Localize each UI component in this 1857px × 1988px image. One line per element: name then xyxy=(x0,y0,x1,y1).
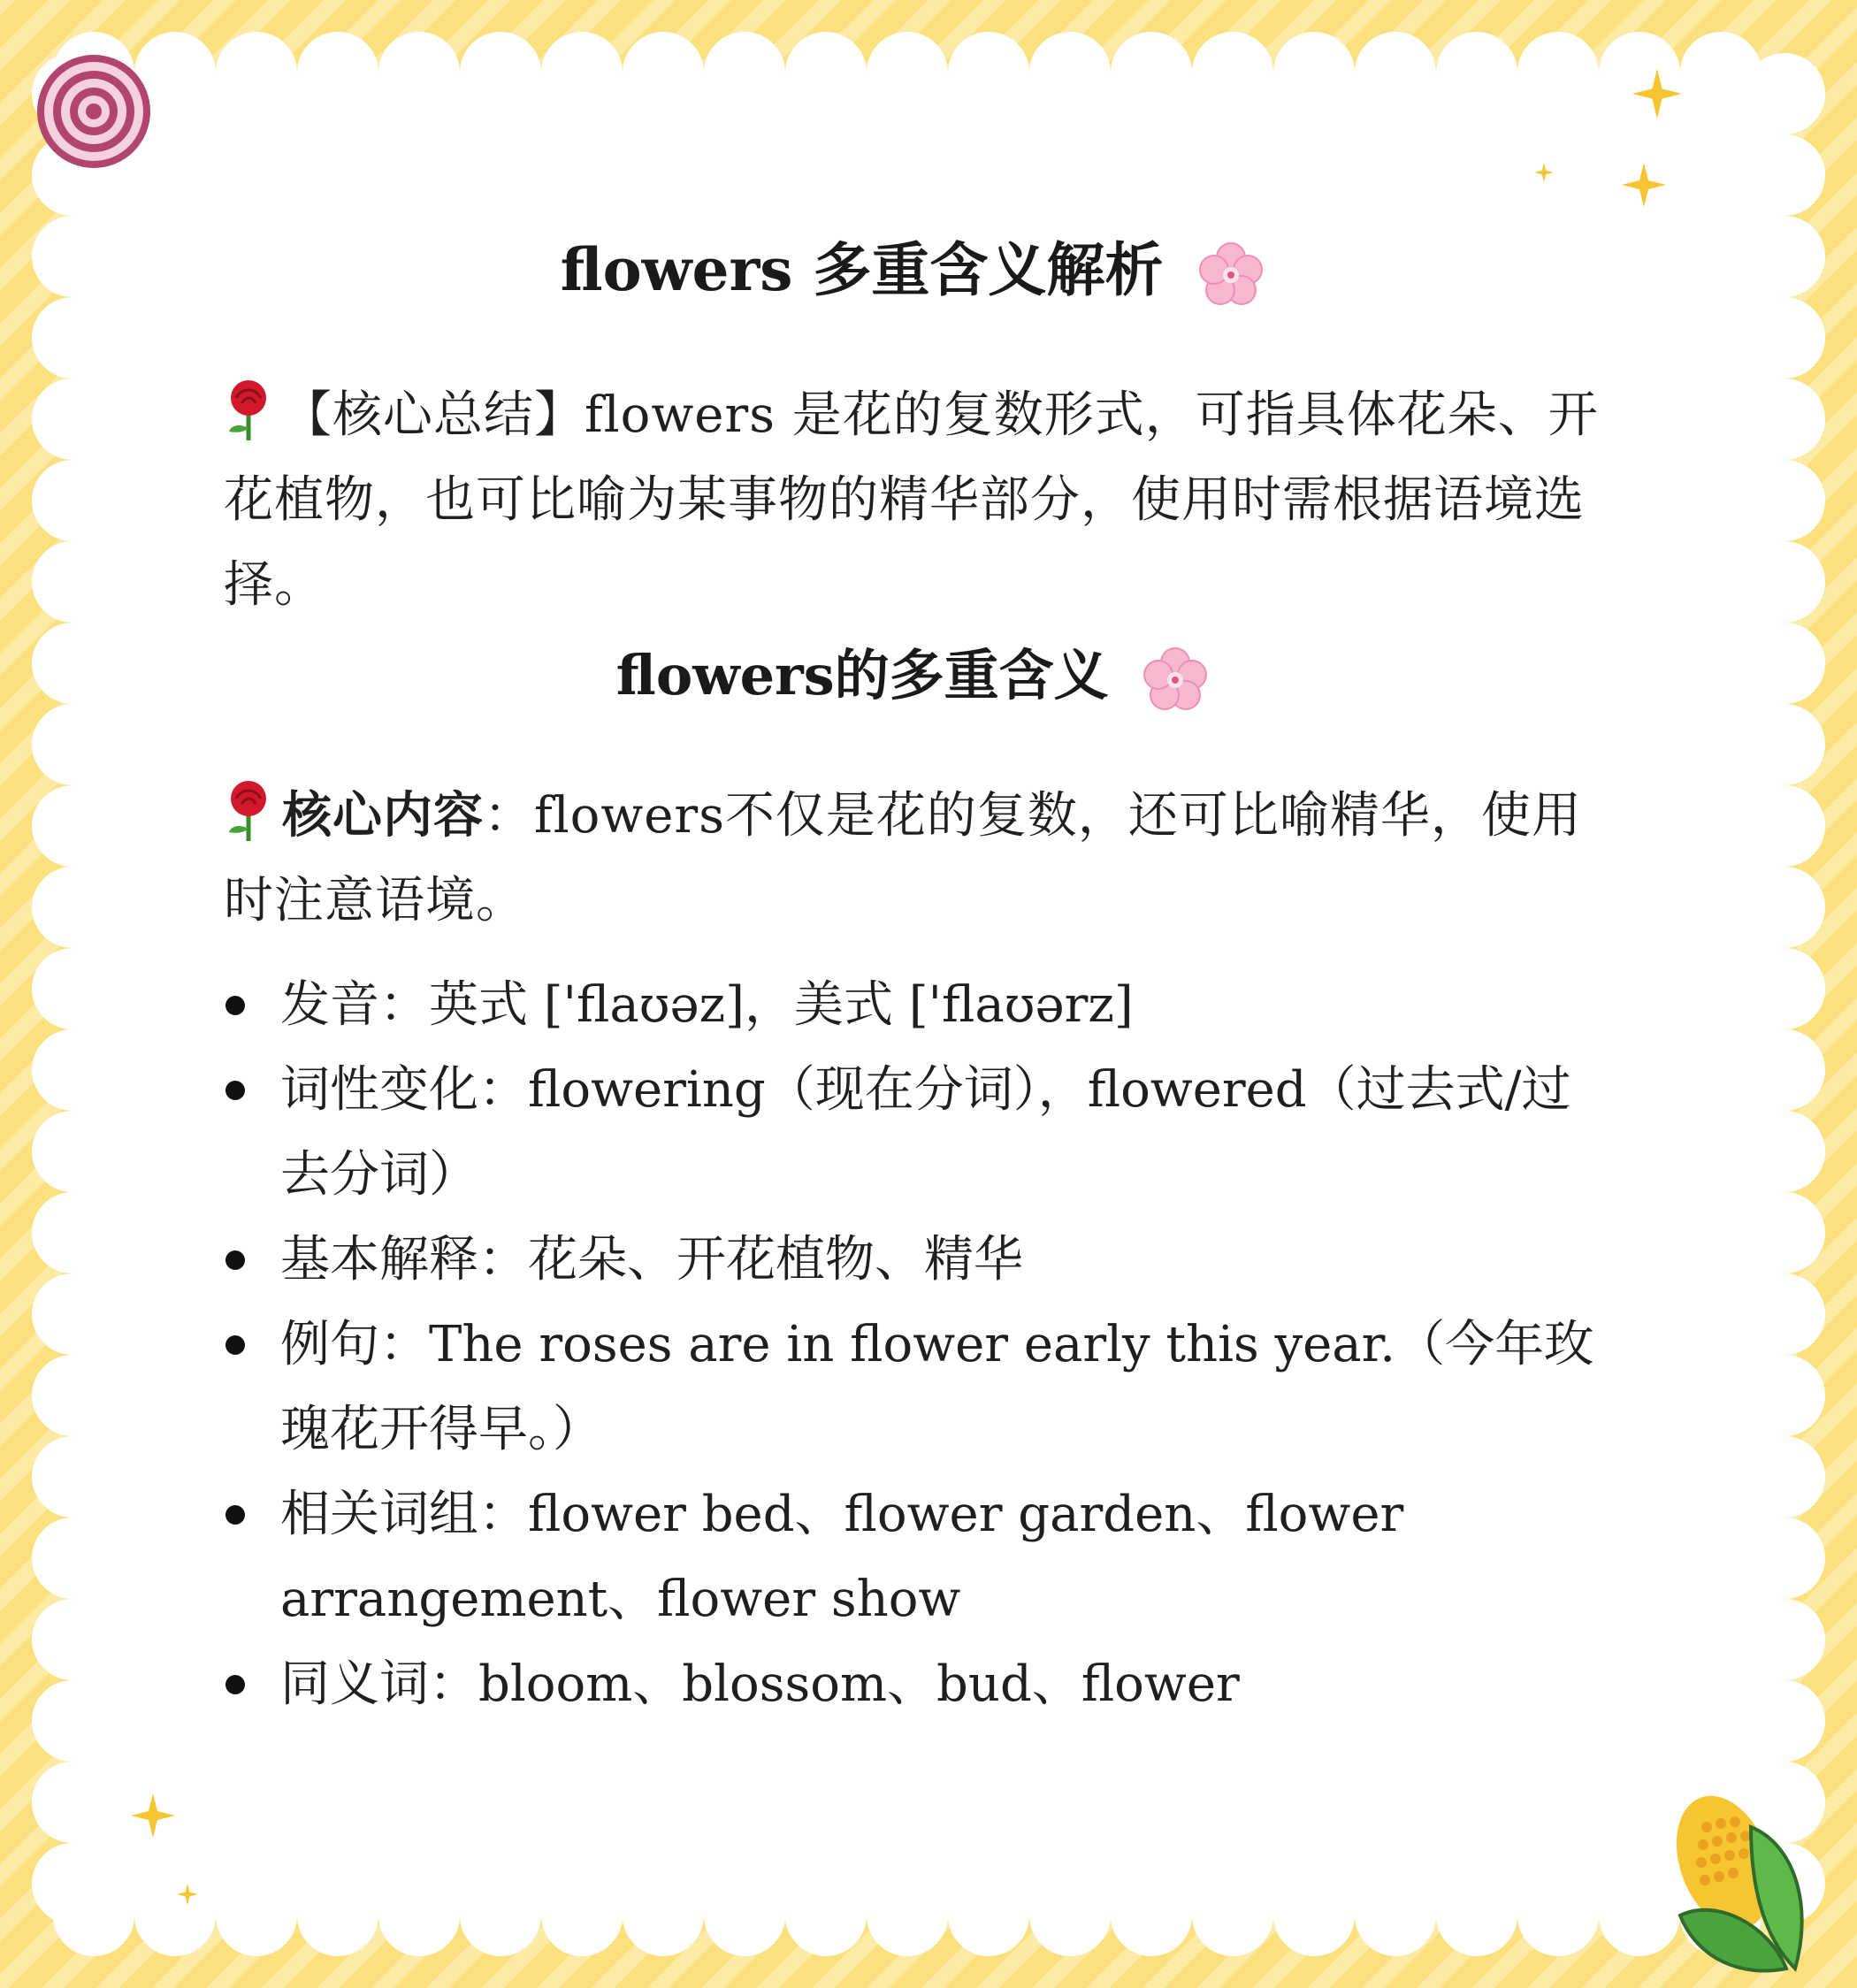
bullet-dot xyxy=(225,1081,245,1100)
meaning-list xyxy=(224,963,1603,1727)
bullet-text: 花朵、开花植物、精华 xyxy=(528,1231,1023,1288)
list-item xyxy=(224,1218,1603,1303)
page-title-text: flowers 多重含义解析 xyxy=(560,235,1164,304)
bullet-dot xyxy=(225,1505,245,1525)
summary-text: flowers 是花的复数形式，可指具体花朵、开花植物，也可比喻为某事物的精华部分，使用时需根据语境选择。 xyxy=(224,386,1599,614)
section-title xyxy=(224,630,1603,722)
cherry-blossom-icon xyxy=(1196,240,1266,310)
core-text: ：flowers不仅是花的复数，还可比喻精华，使用时注意语境。 xyxy=(224,787,1582,929)
bullet-label: 例句： xyxy=(280,1316,429,1373)
bullet-text: flower bed、flower garden、flower arrangement、flower show xyxy=(280,1486,1404,1628)
sparkle-icon xyxy=(1632,69,1682,119)
bullet-dot xyxy=(225,996,245,1015)
bullet-dot xyxy=(225,1250,245,1270)
bullet-label: 同义词： xyxy=(280,1655,478,1713)
bullet-text: flowering（现在分词），flowered（过去式/过去分词） xyxy=(280,1061,1571,1204)
main-content xyxy=(224,221,1603,1727)
bullet-text: 英式 ['flaʊəz]，美式 ['flaʊərz] xyxy=(429,976,1134,1034)
bullet-text: bloom、blossom、bud、flower xyxy=(478,1655,1240,1713)
list-item xyxy=(224,1048,1603,1218)
core-paragraph xyxy=(224,773,1603,944)
rose-icon xyxy=(224,378,273,442)
bullet-dot xyxy=(225,1335,245,1355)
bullet-dot xyxy=(225,1675,245,1694)
lollipop-spiral-icon xyxy=(32,50,156,173)
sparkle-icon xyxy=(177,1884,198,1905)
bullet-label: 相关词组： xyxy=(280,1486,528,1543)
bullet-label: 词性变化： xyxy=(280,1061,528,1119)
core-label: 核心内容 xyxy=(282,786,484,845)
list-item xyxy=(224,1472,1603,1642)
sparkle-icon xyxy=(131,1793,175,1838)
section-title-text: flowers的多重含义 xyxy=(615,643,1109,707)
list-item xyxy=(224,1642,1603,1727)
bullet-label: 发音： xyxy=(280,976,429,1034)
rose-icon xyxy=(224,779,273,843)
sparkle-icon xyxy=(1534,163,1554,182)
cherry-blossom-icon xyxy=(1140,645,1211,715)
sparkle-icon xyxy=(1622,163,1666,207)
summary-prefix: 【核心总结】 xyxy=(282,386,585,444)
list-item xyxy=(224,963,1603,1048)
bullet-text: The roses are in flower early this year.（今年玫瑰花开得早。） xyxy=(280,1316,1594,1458)
list-item xyxy=(224,1303,1603,1472)
corn-icon xyxy=(1662,1792,1822,1977)
summary-paragraph xyxy=(224,373,1603,628)
bullet-label: 基本解释： xyxy=(280,1231,528,1288)
page-title xyxy=(224,221,1603,318)
